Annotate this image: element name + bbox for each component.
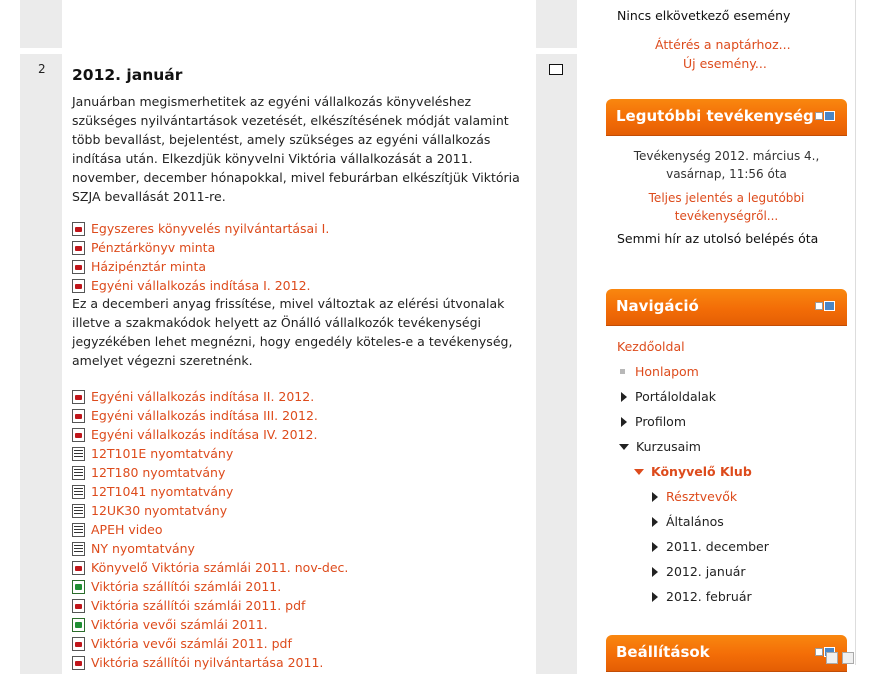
resource-link-label: 12UK30 nyomtatvány: [91, 503, 228, 518]
resource-link-label: Könyvelő Viktória számlái 2011. nov-dec.: [91, 560, 349, 575]
resource-link-label: Viktória vevői számlái 2011. pdf: [91, 636, 292, 651]
resource-link-item[interactable]: [72, 406, 532, 425]
full-report-line1: Teljes jelentés a legutóbbi: [648, 191, 805, 205]
new-event-link[interactable]: Új esemény...: [683, 56, 767, 71]
resource-link-label: Viktória szállítói számlái 2011. pdf: [91, 598, 306, 613]
resource-link-item[interactable]: [72, 238, 532, 257]
nav-item-label: Portáloldalak: [635, 389, 716, 404]
upcoming-events-text: Nincs elkövetkező esemény: [617, 8, 791, 23]
pdf-icon: [72, 390, 85, 404]
bullet-icon: [620, 369, 625, 374]
nav-item-portaloldalak[interactable]: [621, 389, 716, 404]
navigation-title: Navigáció: [616, 297, 699, 315]
resource-link-item[interactable]: [72, 577, 532, 596]
block-dock-icon[interactable]: [815, 111, 835, 121]
collapse-arrow-icon: [619, 444, 629, 450]
document-icon: [72, 523, 85, 537]
nav-item-label: Könyvelő Klub: [651, 464, 752, 479]
nav-home-link[interactable]: Kezdőoldal: [617, 339, 685, 354]
resource-link-item[interactable]: [72, 257, 532, 276]
activity-since-line2: vasárnap, 11:56 óta: [666, 167, 787, 181]
recent-activity-header: [606, 99, 847, 135]
settings-title: Beállítások: [616, 643, 710, 661]
recent-activity-title: Legutóbbi tevékenység: [616, 107, 814, 125]
resource-link-label: NY nyomtatvány: [91, 541, 195, 556]
resource-link-item[interactable]: [72, 425, 532, 444]
resource-link-item[interactable]: [72, 539, 532, 558]
section-intro-text: Januárban megismerhetitek az egyéni vállalkozás könyveléshez szükséges nyilvántartások vezetését, elkészítésének módját valamint több bevallást, bejelentést, amely szükséges az egyéni vállalkozás indítása után. Elkezdjük könyvelni Viktória vállalkozását a 2011. november, december hónapokkal, mivel feburárban elkészítjük Viktória SZJA bevallását 2011-re.: [72, 94, 520, 204]
resource-link-item[interactable]: [72, 387, 532, 406]
resource-link-item[interactable]: [72, 463, 532, 482]
resource-link-item[interactable]: [72, 219, 532, 238]
nav-item-resztvevok[interactable]: [652, 489, 737, 504]
expand-arrow-icon: [652, 567, 658, 577]
expand-arrow-icon: [652, 492, 658, 502]
course-section-2012-january: [20, 54, 577, 674]
spreadsheet-icon: [72, 618, 85, 632]
resource-link-label: 12T101E nyomtatvány: [91, 446, 234, 461]
nav-item-label: Általános: [666, 514, 724, 529]
nav-item-label: Honlapom: [635, 364, 699, 379]
pdf-icon: [72, 409, 85, 423]
resource-link-label: Viktória vevői számlái 2011.: [91, 617, 268, 632]
goto-calendar-link[interactable]: Áttérés a naptárhoz...: [655, 37, 791, 52]
nav-item-label: 2011. december: [666, 539, 769, 554]
pdf-icon: [72, 260, 85, 274]
resource-link-label: Egyéni vállalkozás indítása I. 2012.: [91, 278, 311, 293]
nav-item-kurzusaim[interactable]: [619, 439, 701, 454]
resource-link-label: Egyszeres könyvelés nyilvántartásai I.: [91, 221, 330, 236]
document-icon: [72, 447, 85, 461]
settings-header: [606, 635, 847, 671]
resource-list-1: [72, 219, 532, 295]
pdf-icon: [72, 428, 85, 442]
resource-link-label: Viktória szállítói nyilvántartása 2011.: [91, 655, 324, 670]
resource-link-item[interactable]: [72, 520, 532, 539]
resource-link-label: Viktória szállítói számlái 2011.: [91, 579, 282, 594]
expand-arrow-icon: [652, 542, 658, 552]
document-icon: [72, 466, 85, 480]
resource-link-label: Egyéni vállalkozás indítása III. 2012.: [91, 408, 318, 423]
resource-link-label: APEH video: [91, 522, 163, 537]
section-middle-text: Ez a decemberi anyag frissítése, mivel változtak az elérési útvonalak illetve a szakmakódok helyett az Önálló vállalkozók tevékenységi jegyzékében lehet megnézni, hogy engedély köteles-e a tevékenység, amelyet végezni szeretnénk.: [72, 296, 513, 368]
resource-link-item[interactable]: [72, 444, 532, 463]
pdf-icon: [72, 222, 85, 236]
pdf-icon: [72, 561, 85, 575]
resource-link-item[interactable]: [72, 501, 532, 520]
no-news-text: Semmi hír az utolsó belépés óta: [617, 231, 819, 246]
nav-item-2012-januar[interactable]: [652, 564, 746, 579]
previous-section-content: [62, 0, 536, 48]
window-right-edge: [855, 0, 872, 665]
document-icon: [72, 542, 85, 556]
activity-since-line1: Tevékenység 2012. március 4.,: [633, 149, 820, 163]
resource-link-label: Pénztárkönyv minta: [91, 240, 216, 255]
nav-item-altalanos[interactable]: [652, 514, 724, 529]
resource-link-label: Házipénztár minta: [91, 259, 207, 274]
previous-section: [20, 0, 577, 48]
scroll-corner: [826, 648, 866, 665]
full-report-line2: tevékenységről...: [674, 209, 779, 223]
resource-link-label: 12T1041 nyomtatvány: [91, 484, 234, 499]
resource-link-item[interactable]: [72, 276, 532, 295]
resource-list-2: [72, 387, 532, 672]
resource-link-label: Egyéni vállalkozás indítása IV. 2012.: [91, 427, 318, 442]
section-title: 2012. január: [72, 66, 183, 84]
navigation-header: [606, 289, 847, 325]
resource-link-item[interactable]: [72, 653, 532, 672]
resource-link-label: Egyéni vállalkozás indítása II. 2012.: [91, 389, 315, 404]
expand-arrow-icon: [652, 517, 658, 527]
nav-item-2011-december[interactable]: [652, 539, 769, 554]
pdf-icon: [72, 656, 85, 670]
resource-link-item[interactable]: [72, 482, 532, 501]
collapse-arrow-icon: [634, 469, 644, 475]
nav-item-konyvelo-klub[interactable]: [634, 464, 752, 479]
expand-arrow-icon: [621, 392, 627, 402]
nav-item-label: Résztvevők: [666, 489, 738, 504]
resource-link-label: 12T180 nyomtatvány: [91, 465, 226, 480]
document-icon: [72, 504, 85, 518]
nav-item-label: 2012. február: [666, 589, 752, 604]
section-number: 2: [38, 62, 46, 76]
full-report-link[interactable]: [606, 189, 847, 225]
expand-arrow-icon: [621, 417, 627, 427]
nav-item-honlapom[interactable]: [620, 364, 699, 379]
activity-since-text: [606, 147, 847, 183]
spreadsheet-icon: [72, 580, 85, 594]
left-gutter: [0, 0, 20, 665]
section-highlight-toggle[interactable]: [549, 64, 563, 75]
pdf-icon: [72, 279, 85, 293]
pdf-icon: [72, 241, 85, 255]
expand-arrow-icon: [652, 592, 658, 602]
nav-item-label: Kurzusaim: [636, 439, 701, 454]
nav-item-profilom[interactable]: [621, 414, 686, 429]
nav-item-label: 2012. január: [666, 564, 746, 579]
nav-item-2012-februar[interactable]: [652, 589, 752, 604]
pdf-icon: [72, 637, 85, 651]
resource-link-item[interactable]: [72, 558, 532, 577]
resource-link-item[interactable]: [72, 615, 532, 634]
document-icon: [72, 485, 85, 499]
pdf-icon: [72, 599, 85, 613]
nav-item-label: Profilom: [635, 414, 687, 429]
resource-link-item[interactable]: [72, 596, 532, 615]
block-dock-icon[interactable]: [815, 301, 835, 311]
resource-link-item[interactable]: [72, 634, 532, 653]
